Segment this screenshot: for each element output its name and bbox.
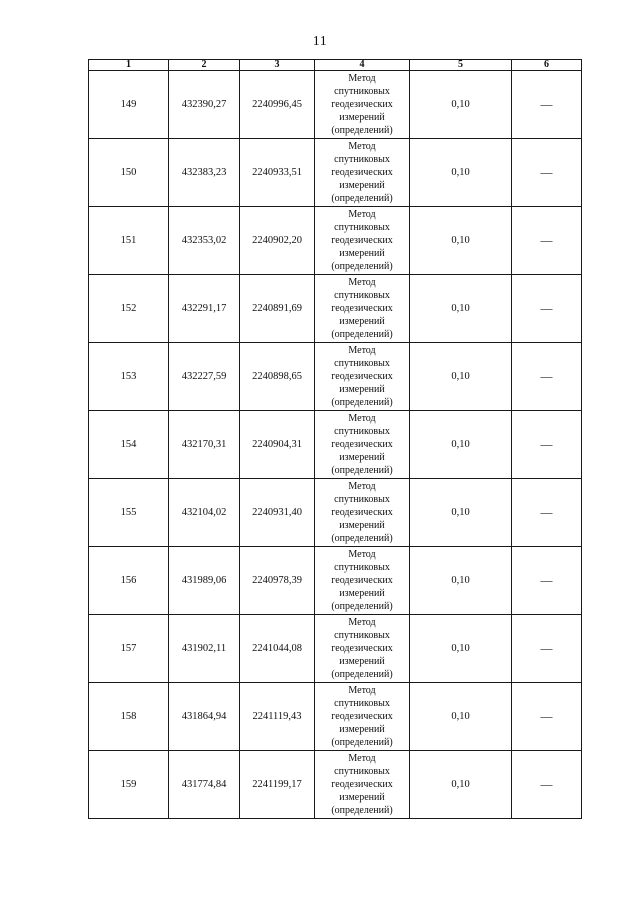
method-text-line: Метод (348, 481, 376, 492)
method-text-line: Метод (348, 685, 376, 696)
x-coordinate-cell: 431774,84 (169, 751, 240, 819)
method-cell (315, 207, 410, 275)
y-coordinate-cell: 2241119,43 (240, 683, 315, 751)
x-coordinate-cell: 432390,27 (169, 71, 240, 139)
method-cell (315, 479, 410, 547)
method-text-line: (определений) (331, 601, 393, 612)
method-text-line: (определений) (331, 397, 393, 408)
column-header-3: 3 (240, 60, 315, 71)
method-text-line: измерений (339, 180, 385, 191)
method-text-line: (определений) (331, 669, 393, 680)
method-text-line: спутниковых (334, 698, 390, 709)
method-cell (315, 683, 410, 751)
method-text-line: (определений) (331, 261, 393, 272)
accuracy-cell: 0,10 (410, 71, 512, 139)
accuracy-cell: 0,10 (410, 343, 512, 411)
method-text-line: (определений) (331, 805, 393, 816)
method-text-line: измерений (339, 588, 385, 599)
accuracy-cell: 0,10 (410, 547, 512, 615)
method-text-line: измерений (339, 248, 385, 259)
accuracy-cell: 0,10 (410, 411, 512, 479)
method-text-line: (определений) (331, 329, 393, 340)
x-coordinate-cell: 432104,02 (169, 479, 240, 547)
method-text-line: геодезических (331, 167, 393, 178)
method-text-line: Метод (348, 73, 376, 84)
method-text-line: Метод (348, 345, 376, 356)
column-header-6: 6 (512, 60, 582, 71)
point-number-cell: 159 (89, 751, 169, 819)
method-text-line: (определений) (331, 193, 393, 204)
note-cell: — (512, 683, 582, 751)
method-text-line: геодезических (331, 303, 393, 314)
method-text-line: геодезических (331, 643, 393, 654)
point-number-cell: 153 (89, 343, 169, 411)
method-cell (315, 71, 410, 139)
method-text-line: спутниковых (334, 154, 390, 165)
method-text-line: геодезических (331, 711, 393, 722)
method-text-line: измерений (339, 520, 385, 531)
method-text-line: Метод (348, 753, 376, 764)
y-coordinate-cell: 2240933,51 (240, 139, 315, 207)
note-cell: — (512, 547, 582, 615)
method-text-line: геодезических (331, 99, 393, 110)
table-row (89, 343, 582, 411)
accuracy-cell: 0,10 (410, 751, 512, 819)
x-coordinate-cell: 431864,94 (169, 683, 240, 751)
accuracy-cell: 0,10 (410, 615, 512, 683)
table-row (89, 683, 582, 751)
point-number-cell: 149 (89, 71, 169, 139)
method-text-line: спутниковых (334, 222, 390, 233)
table-row (89, 207, 582, 275)
x-coordinate-cell: 431989,06 (169, 547, 240, 615)
column-header-4: 4 (315, 60, 410, 71)
method-text-line: измерений (339, 384, 385, 395)
method-cell (315, 343, 410, 411)
y-coordinate-cell: 2241199,17 (240, 751, 315, 819)
x-coordinate-cell: 432353,02 (169, 207, 240, 275)
y-coordinate-cell: 2240891,69 (240, 275, 315, 343)
method-text-line: спутниковых (334, 494, 390, 505)
x-coordinate-cell: 432291,17 (169, 275, 240, 343)
method-text-line: измерений (339, 112, 385, 123)
method-cell (315, 275, 410, 343)
x-coordinate-cell: 431902,11 (169, 615, 240, 683)
method-text-line: геодезических (331, 575, 393, 586)
method-text-line: спутниковых (334, 358, 390, 369)
note-cell: — (512, 343, 582, 411)
method-text-line: измерений (339, 656, 385, 667)
accuracy-cell: 0,10 (410, 207, 512, 275)
method-text-line: Метод (348, 209, 376, 220)
x-coordinate-cell: 432170,31 (169, 411, 240, 479)
note-cell: — (512, 411, 582, 479)
table-row (89, 275, 582, 343)
method-text-line: (определений) (331, 737, 393, 748)
method-text-line: спутниковых (334, 426, 390, 437)
point-number-cell: 155 (89, 479, 169, 547)
method-text-line: измерений (339, 316, 385, 327)
note-cell: — (512, 275, 582, 343)
point-number-cell: 151 (89, 207, 169, 275)
note-cell: — (512, 207, 582, 275)
method-text-line: Метод (348, 549, 376, 560)
table-row (89, 615, 582, 683)
note-cell: — (512, 615, 582, 683)
note-cell: — (512, 479, 582, 547)
table-row (89, 71, 582, 139)
x-coordinate-cell: 432383,23 (169, 139, 240, 207)
y-coordinate-cell: 2240904,31 (240, 411, 315, 479)
method-text-line: Метод (348, 413, 376, 424)
y-coordinate-cell: 2240978,39 (240, 547, 315, 615)
method-cell (315, 411, 410, 479)
y-coordinate-cell: 2240931,40 (240, 479, 315, 547)
coordinates-table (88, 59, 582, 819)
method-text-line: Метод (348, 277, 376, 288)
y-coordinate-cell: 2240898,65 (240, 343, 315, 411)
method-cell (315, 547, 410, 615)
method-text-line: измерений (339, 724, 385, 735)
table-row (89, 547, 582, 615)
accuracy-cell: 0,10 (410, 275, 512, 343)
table-body (89, 71, 582, 819)
point-number-cell: 152 (89, 275, 169, 343)
method-text-line: геодезических (331, 371, 393, 382)
method-text-line: Метод (348, 617, 376, 628)
note-cell: — (512, 71, 582, 139)
method-text-line: спутниковых (334, 766, 390, 777)
method-text-line: (определений) (331, 533, 393, 544)
point-number-cell: 154 (89, 411, 169, 479)
method-text-line: измерений (339, 452, 385, 463)
method-text-line: геодезических (331, 235, 393, 246)
method-text-line: геодезических (331, 779, 393, 790)
method-cell (315, 139, 410, 207)
table-row (89, 139, 582, 207)
table-row (89, 411, 582, 479)
method-cell (315, 615, 410, 683)
column-header-1: 1 (89, 60, 169, 71)
method-text-line: спутниковых (334, 86, 390, 97)
x-coordinate-cell: 432227,59 (169, 343, 240, 411)
method-text-line: геодезических (331, 439, 393, 450)
point-number-cell: 156 (89, 547, 169, 615)
table-row (89, 751, 582, 819)
y-coordinate-cell: 2240996,45 (240, 71, 315, 139)
table-row (89, 479, 582, 547)
method-cell (315, 751, 410, 819)
note-cell: — (512, 139, 582, 207)
accuracy-cell: 0,10 (410, 683, 512, 751)
accuracy-cell: 0,10 (410, 139, 512, 207)
method-text-line: (определений) (331, 125, 393, 136)
column-header-2: 2 (169, 60, 240, 71)
method-text-line: Метод (348, 141, 376, 152)
point-number-cell: 150 (89, 139, 169, 207)
method-text-line: измерений (339, 792, 385, 803)
method-text-line: спутниковых (334, 562, 390, 573)
method-text-line: спутниковых (334, 630, 390, 641)
table-header-row (89, 60, 582, 71)
point-number-cell: 158 (89, 683, 169, 751)
y-coordinate-cell: 2240902,20 (240, 207, 315, 275)
column-header-5: 5 (410, 60, 512, 71)
method-text-line: спутниковых (334, 290, 390, 301)
method-text-line: геодезических (331, 507, 393, 518)
y-coordinate-cell: 2241044,08 (240, 615, 315, 683)
accuracy-cell: 0,10 (410, 479, 512, 547)
point-number-cell: 157 (89, 615, 169, 683)
note-cell: — (512, 751, 582, 819)
page-number: 11 (312, 34, 328, 49)
method-text-line: (определений) (331, 465, 393, 476)
